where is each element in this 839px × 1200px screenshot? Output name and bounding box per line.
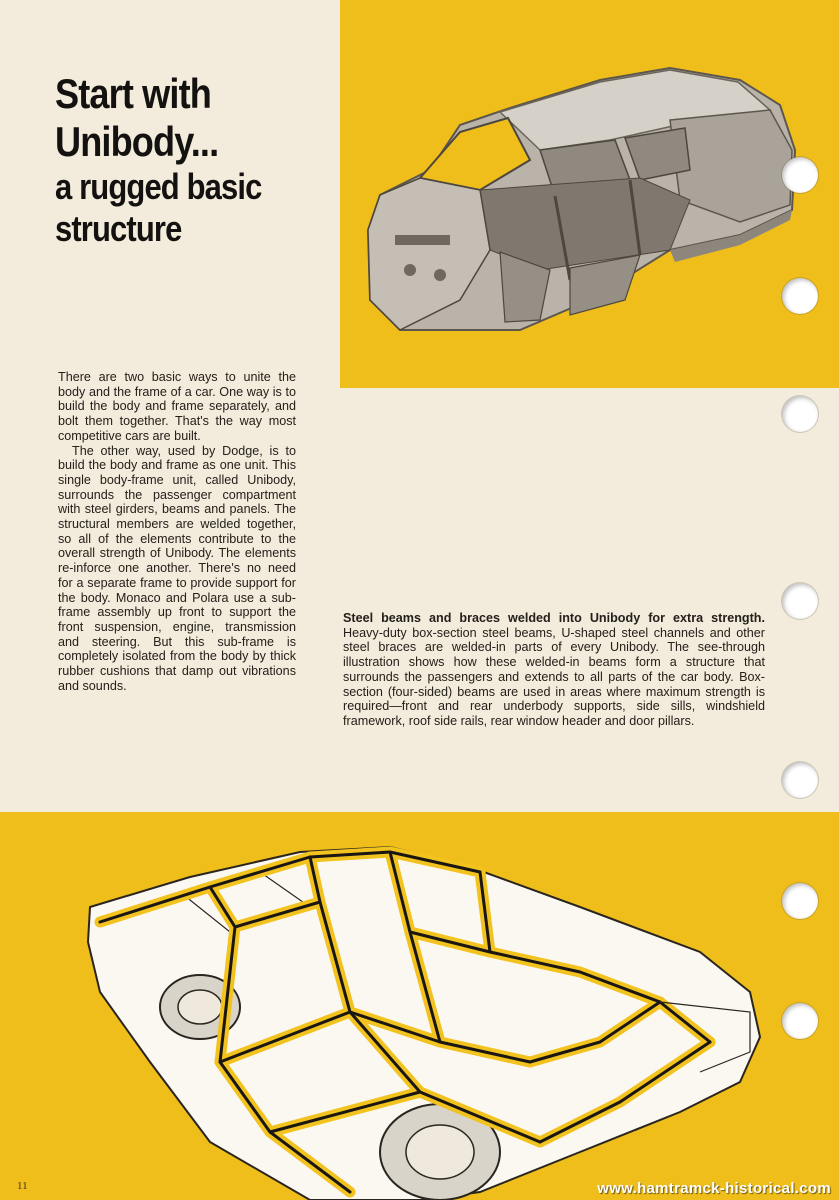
- binder-hole-1: [782, 157, 818, 193]
- watermark: www.hamtramck-historical.com: [597, 1180, 831, 1197]
- caption-text: Heavy-duty box-section steel beams, U-shaped steel channels and other steel braces are welded-in parts of every Unibody. The see-through illustration shows how these welded-in beams form a structure that surrounds the passengers and extends to all parts of the car body. Box-section (four-sided) beams are used in areas where maximum strength is required—front and rear underbody supports, side sills, windshield framework, roof side rails, rear window header and door pillars.: [343, 625, 765, 728]
- page-number: 11: [17, 1180, 28, 1192]
- binder-hole-3: [782, 396, 818, 432]
- headline-line-4: structure: [55, 208, 182, 249]
- see-through-car-illustration: [60, 812, 820, 1200]
- headline-line-3: a rugged basic: [55, 166, 262, 207]
- caption-heading: Steel beams and braces welded into Unibody for extra strength.: [343, 611, 765, 625]
- illustration-caption: [343, 611, 765, 729]
- body-paragraph-1: There are two basic ways to unite the body and the frame of a car. One way is to build the body and frame separately, and bolt them together. That's the way most competitive cars are built.: [58, 370, 296, 443]
- binder-hole-4: [782, 583, 818, 619]
- headline: [55, 70, 335, 250]
- binder-hole-7: [782, 1003, 818, 1039]
- body-paragraph-2: The other way, used by Dodge, is to build the body and frame as one unit. This single body-frame unit, called Unibody, surrounds the passenger compartment with steel girders, beams and panels. The structural members are welded together, so all of the elements contribute to the overall strength of Unibody. The elements re-inforce one another. There's no need for a separate frame to provide support for the body. Monaco and Polara use a sub-frame assembly up front to support the front suspension, engine, transmission and steering. But this sub-frame is completely isolated from the body by thick rubber cushions that damp out vibrations and sounds.: [58, 443, 296, 693]
- body-copy: [58, 370, 296, 693]
- binder-hole-5: [782, 762, 818, 798]
- binder-hole-2: [782, 278, 818, 314]
- headline-line-2: Unibody...: [55, 118, 219, 165]
- bottom-illustration-panel: [0, 812, 839, 1200]
- headline-line-1: Start with: [55, 70, 211, 117]
- unibody-shell-illustration: [340, 0, 839, 388]
- binder-hole-6: [782, 883, 818, 919]
- top-illustration-panel: [340, 0, 839, 388]
